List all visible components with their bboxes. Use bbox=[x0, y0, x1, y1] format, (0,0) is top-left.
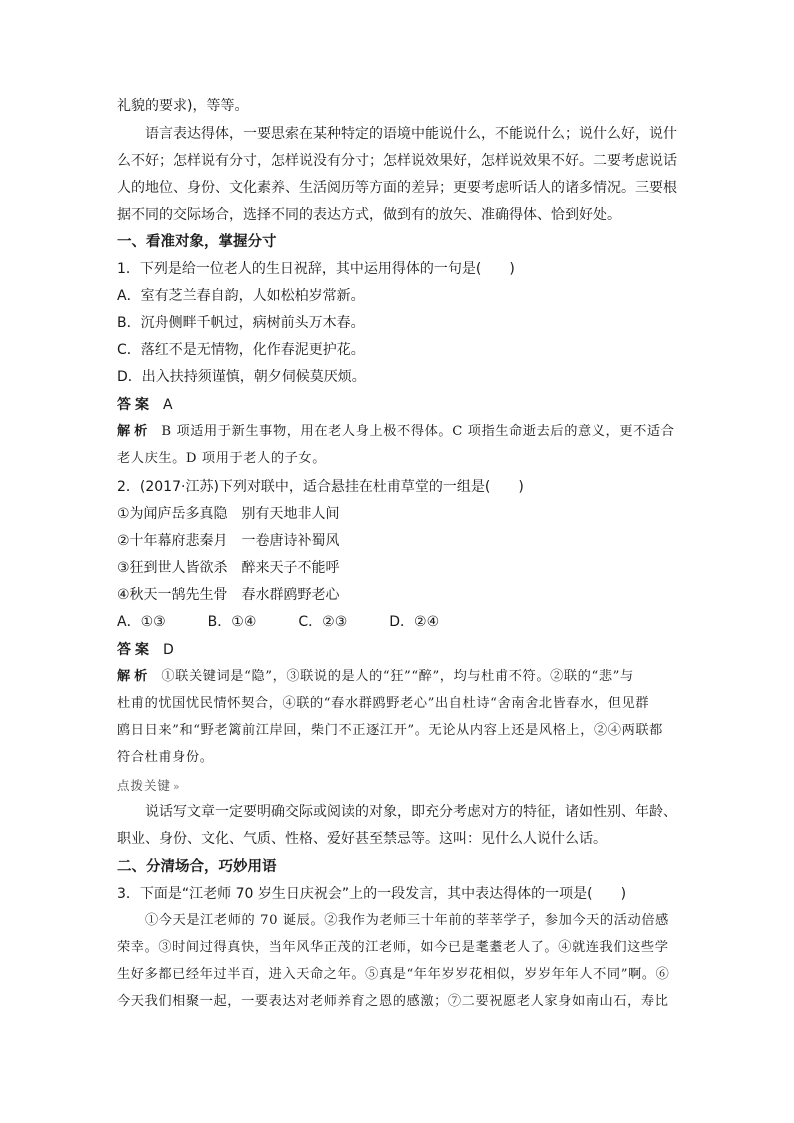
option-a: A．室有芝兰春自韵，人如松柏岁常新。 bbox=[117, 288, 365, 304]
analysis-text: ①联关键词是“隐”，③联说的是人的“狂”“醉”，均与杜甫不符。②联的“悲”与 bbox=[161, 669, 634, 684]
options-line: A．①③ B．①④ C．②③ D．②④ bbox=[117, 614, 440, 630]
analysis-text: 老人庆生。D 项用于老人的子女。 bbox=[117, 451, 326, 466]
tip-heading bbox=[117, 776, 181, 794]
analysis-label: 解析 bbox=[117, 669, 152, 684]
analysis-text: 鸥日日来”和“野老篱前江岸回，柴门不正逐江开”。无论从内容上还是风格上，②④两联都 bbox=[117, 723, 663, 738]
intro-paragraph-line: 语言表达得体，一要思索在某种特定的语境中能说什么，不能说什么；说什么好，说什 bbox=[145, 126, 677, 142]
intro-paragraph-line: 人的地位、身份、文化素养、生活阅历等方面的差异；更要考虑听话人的诸多情况。三要根 bbox=[117, 180, 677, 196]
analysis-label: 解析 bbox=[117, 424, 152, 439]
option-c: C．落红不是无情物，化作春泥更护花。 bbox=[117, 342, 365, 358]
answer-label: 答案 bbox=[117, 642, 153, 658]
chevron-right-icon: » bbox=[173, 780, 181, 793]
passage-line: 生好多都已经年过半百，进入天命之年。⑤真是“年年岁岁花相似，岁岁年年人不同”啊。⑥ bbox=[117, 967, 670, 982]
tip-text: 职业、身份、文化、气质、性格、爱好甚至禁忌等。这叫：见什么人说什么话。 bbox=[117, 831, 607, 847]
question-stem: 3．下面是“江老师 70 岁生日庆祝会”上的一段发言，其中表达得体的一项是( ) bbox=[117, 886, 627, 902]
option-b: B．沉舟侧畔千帆过，病树前头万木春。 bbox=[117, 315, 365, 331]
couplet-item: ②十年幕府悲秦月 一卷唐诗补蜀风 bbox=[117, 533, 340, 549]
section-heading: 一、看准对象，掌握分寸 bbox=[117, 234, 277, 250]
question-stem: 2．(2017·江苏)下列对联中，适合悬挂在杜甫草堂的一组是( ) bbox=[117, 479, 524, 495]
answer-value: A bbox=[163, 397, 173, 413]
answer-line bbox=[117, 396, 173, 414]
question-stem: 1．下列是给一位老人的生日祝辞，其中运用得体的一句是( ) bbox=[117, 261, 515, 277]
answer-value: D bbox=[163, 642, 174, 658]
analysis-text: 杜甫的忧国忧民情怀契合，④联的“春水群鸥野老心”出自杜诗“舍南舍北皆春水，但见群 bbox=[117, 696, 650, 711]
intro-paragraph-line: 么不好；怎样说有分寸，怎样说没有分寸；怎样说效果好，怎样说效果不好。二要考虑说话 bbox=[117, 153, 677, 169]
section-heading: 二、分清场合，巧妙用语 bbox=[117, 859, 277, 875]
analysis-text: B 项适用于新生事物，用在老人身上极不得体。C 项指生命逝去后的意义，更不适合 bbox=[161, 424, 675, 439]
passage-line: 荣幸。③时间过得真快，当年风华正茂的江老师，如今已是耄耋老人了。④就连我们这些学 bbox=[117, 940, 669, 955]
passage-line: 今天我们相聚一起，一要表达对老师养育之恩的感激；⑦二要祝愿老人家身如南山石，寿比 bbox=[117, 994, 669, 1009]
analysis-line bbox=[117, 423, 675, 441]
option-d: D．出入扶持须谨慎，朝夕伺候莫厌烦。 bbox=[117, 369, 366, 385]
couplet-item: ④秋天一鹄先生骨 春水群鸥野老心 bbox=[117, 587, 340, 603]
answer-label: 答案 bbox=[117, 397, 153, 413]
couplet-item: ③狂到世人皆欲杀 醉来天子不能呼 bbox=[117, 560, 340, 576]
intro-line: 礼貌的要求)，等等。 bbox=[117, 98, 249, 114]
analysis-text: 符合杜甫身份。 bbox=[117, 750, 214, 765]
tip-label: 点拨关键 bbox=[117, 778, 172, 793]
intro-paragraph-line: 据不同的交际场合，选择不同的表达方式，做到有的放矢、准确得体、恰到好处。 bbox=[117, 207, 621, 223]
tip-text: 说话写文章一定要明确交际或阅读的对象，即充分考虑对方的特征，诸如性别、年龄、 bbox=[145, 804, 677, 820]
passage-line: ①今天是江老师的 70 诞辰。②我作为老师三十年前的莘莘学子，参加今天的活动倍感 bbox=[145, 913, 669, 928]
couplet-item: ①为闻庐岳多真隐 别有天地非人间 bbox=[117, 506, 340, 522]
analysis-line bbox=[117, 668, 634, 686]
answer-line bbox=[117, 641, 174, 659]
